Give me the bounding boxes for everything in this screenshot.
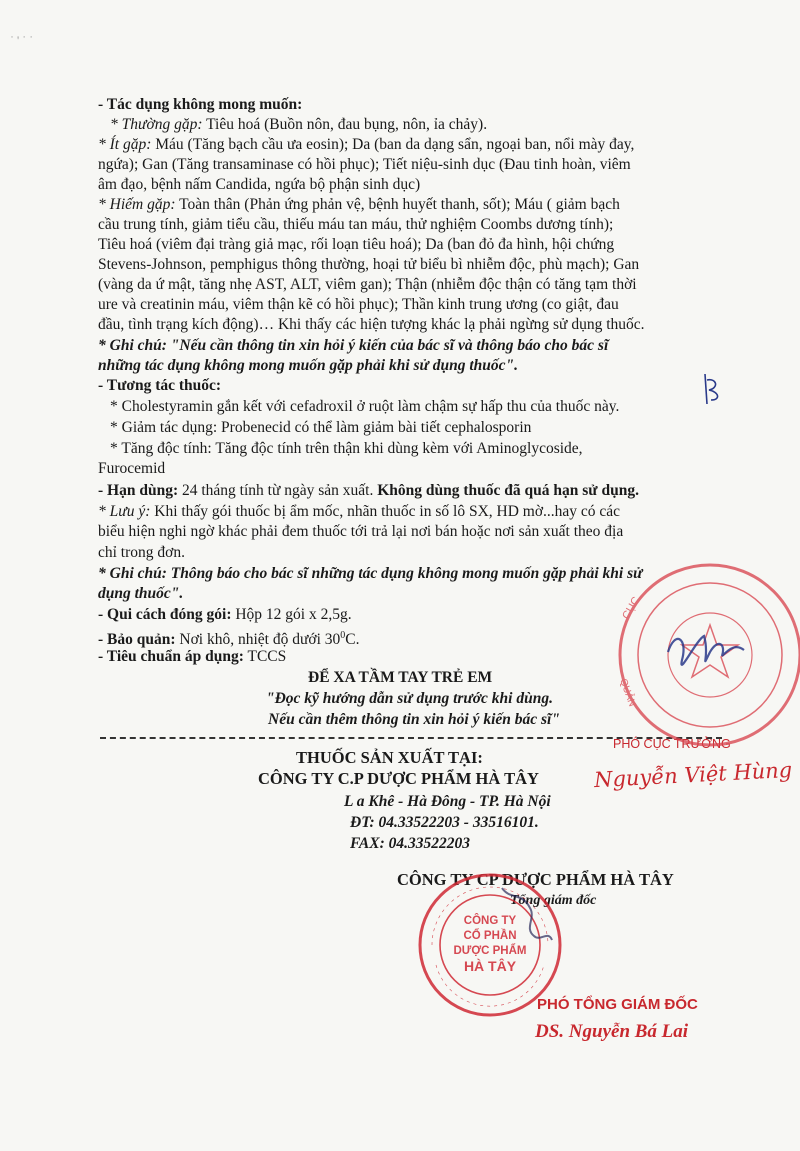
stamp-line: HÀ TÂY (463, 958, 517, 974)
adverse-rare-line: Stevens-Johnson, pemphigus thông thường, hoại tử biểu bì nhiễm độc, phù mạch); Gan (98, 256, 640, 273)
packaging-line: - Qui cách đóng gói: Hộp 12 gói x 2,5g. (98, 606, 352, 623)
interaction-item: * Tăng độc tính: Tăng độc tính trên thận khi dùng kèm với Aminoglycoside, (110, 440, 583, 457)
note-1-line: * Ghi chú: "Nếu cần thông tin xin hỏi ý kiến của bác sĩ và thông báo cho bác sĩ (98, 337, 609, 354)
svg-text:CỤC: CỤC (620, 594, 643, 622)
agency-stamp (560, 560, 800, 750)
stamp-line: CÔNG TY (463, 915, 517, 927)
signoff-company: CÔNG TY CP DƯỢC PHẨM HÀ TÂY (397, 870, 674, 889)
approval-name: Nguyễn Việt Hùng (593, 757, 793, 793)
scan-dots: ˙ ' ˙ ˙ (10, 33, 34, 47)
signoff-name: DS. Nguyễn Bá Lai (535, 1021, 689, 1042)
initial-mark (695, 370, 731, 410)
made-at-heading: THUỐC SẢN XUẤT TẠI: (296, 748, 483, 767)
interaction-item: * Cholestyramin gắn kết với cefadroxil ở ruột làm chậm sự hấp thu của thuốc này. (110, 398, 620, 415)
note-2-line: * Ghi chú: Thông báo cho bác sĩ những tác dụng không mong muốn gặp phải khi sử (98, 565, 643, 582)
caution-line: chỉ trong đơn. (98, 544, 185, 561)
adverse-rare: * Hiếm gặp: Toàn thân (Phản ứng phản vệ, bệnh huyết thanh, sốt); Máu ( giảm bạch (98, 196, 620, 213)
keep-away-children: ĐỂ XA TẦM TAY TRẺ EM (308, 669, 493, 686)
stamp-line: CỔ PHẦN (463, 930, 517, 942)
adverse-uncommon-line: ngứa); Gan (Tăng transaminase có hồi phục); Tiết niệu-sinh dục (Đau tinh hoàn, viêm (98, 156, 631, 173)
signoff-deputy: PHÓ TỔNG GIÁM ĐỐC (537, 996, 698, 1013)
expiry-line: - Hạn dùng: 24 tháng tính từ ngày sản xuất. Không dùng thuốc đã quá hạn sử dụng. (98, 482, 639, 499)
interaction-item: * Giảm tác dụng: Probenecid có thể làm giảm bài tiết cephalosporin (110, 419, 532, 436)
ask-doctor: Nếu cần thêm thông tin xin hỏi ý kiến bác sĩ" (268, 711, 560, 728)
manufacturer-phone: ĐT: 04.33522203 - 33516101. (350, 814, 539, 831)
adverse-rare-line: đầu, tình trạng kích động)… Khi thấy các hiện tượng khác lạ phải ngừng sử dụng thuốc. (98, 316, 645, 333)
adverse-rare-line: (vàng da ứ mật, tăng nhẹ AST, ALT, viêm gan); Thận (nhiễm độc thận có tăng tạm thời (98, 276, 637, 293)
caution-line: biểu hiện nghi ngờ khác phải đem thuốc tới trả lại nơi bán hoặc nơi sản xuất theo địa (98, 523, 624, 540)
svg-text:QUẢN: QUẢN (617, 677, 638, 709)
adverse-rare-line: Tiêu hoá (viêm đại tràng giả mạc, rối loạn tiêu hoá); Da (ban đỏ đa hình, hội chứng (98, 236, 615, 253)
adverse-rare-line: ure và creatinin máu, viêm thận kẽ có hồi phục); Thần kinh trung ương (co giật, đau (98, 296, 619, 313)
adverse-rare-line: cầu trung tính, giảm tiểu cầu, thiếu máu tan máu, thử nghiệm Coombs dương tính); (98, 216, 614, 233)
adverse-heading: - Tác dụng không mong muốn: (98, 96, 303, 113)
adverse-common: * Thường gặp: Tiêu hoá (Buồn nôn, đau bụng, nôn, ỉa chảy). (110, 116, 488, 133)
caution-line: * Lưu ý: Khi thấy gói thuốc bị ẩm mốc, nhãn thuốc in số lô SX, HD mờ...hay có các (98, 503, 621, 520)
manufacturer-address: L a Khê - Hà Đông - TP. Hà Nội (344, 793, 551, 810)
manufacturer-company: CÔNG TY C.P DƯỢC PHẨM HÀ TÂY (258, 769, 539, 788)
signoff-role: Tổng giám đốc (510, 893, 597, 908)
adverse-uncommon-line: âm đạo, bệnh nấm Candida, ngứa bộ phận sinh dục) (98, 176, 421, 193)
approval-title: PHÓ CỤC TRƯỞNG (613, 737, 731, 751)
interaction-item: Furocemid (98, 460, 166, 477)
standard-line: - Tiêu chuẩn áp dụng: TCCS (98, 648, 287, 665)
note-2-line: dụng thuốc". (98, 585, 184, 602)
stamp-line: DƯỢC PHẨM (453, 945, 527, 957)
interactions-heading: - Tương tác thuốc: (98, 377, 222, 394)
manufacturer-fax: FAX: 04.33522203 (350, 835, 471, 852)
read-instructions: "Đọc kỹ hướng dẫn sử dụng trước khi dùng. (266, 690, 553, 707)
storage-line: - Bảo quản: Nơi khô, nhiệt độ dưới $30^0C$. (98, 630, 360, 649)
note-1-line: những tác dụng không mong muốn gặp phải khi sử dụng thuốc". (98, 357, 518, 374)
adverse-uncommon: * Ít gặp: Máu (Tăng bạch cầu ưa eosin); Da (ban da dạng sẩn, ngoại ban, nổi mày đay, (98, 136, 635, 153)
